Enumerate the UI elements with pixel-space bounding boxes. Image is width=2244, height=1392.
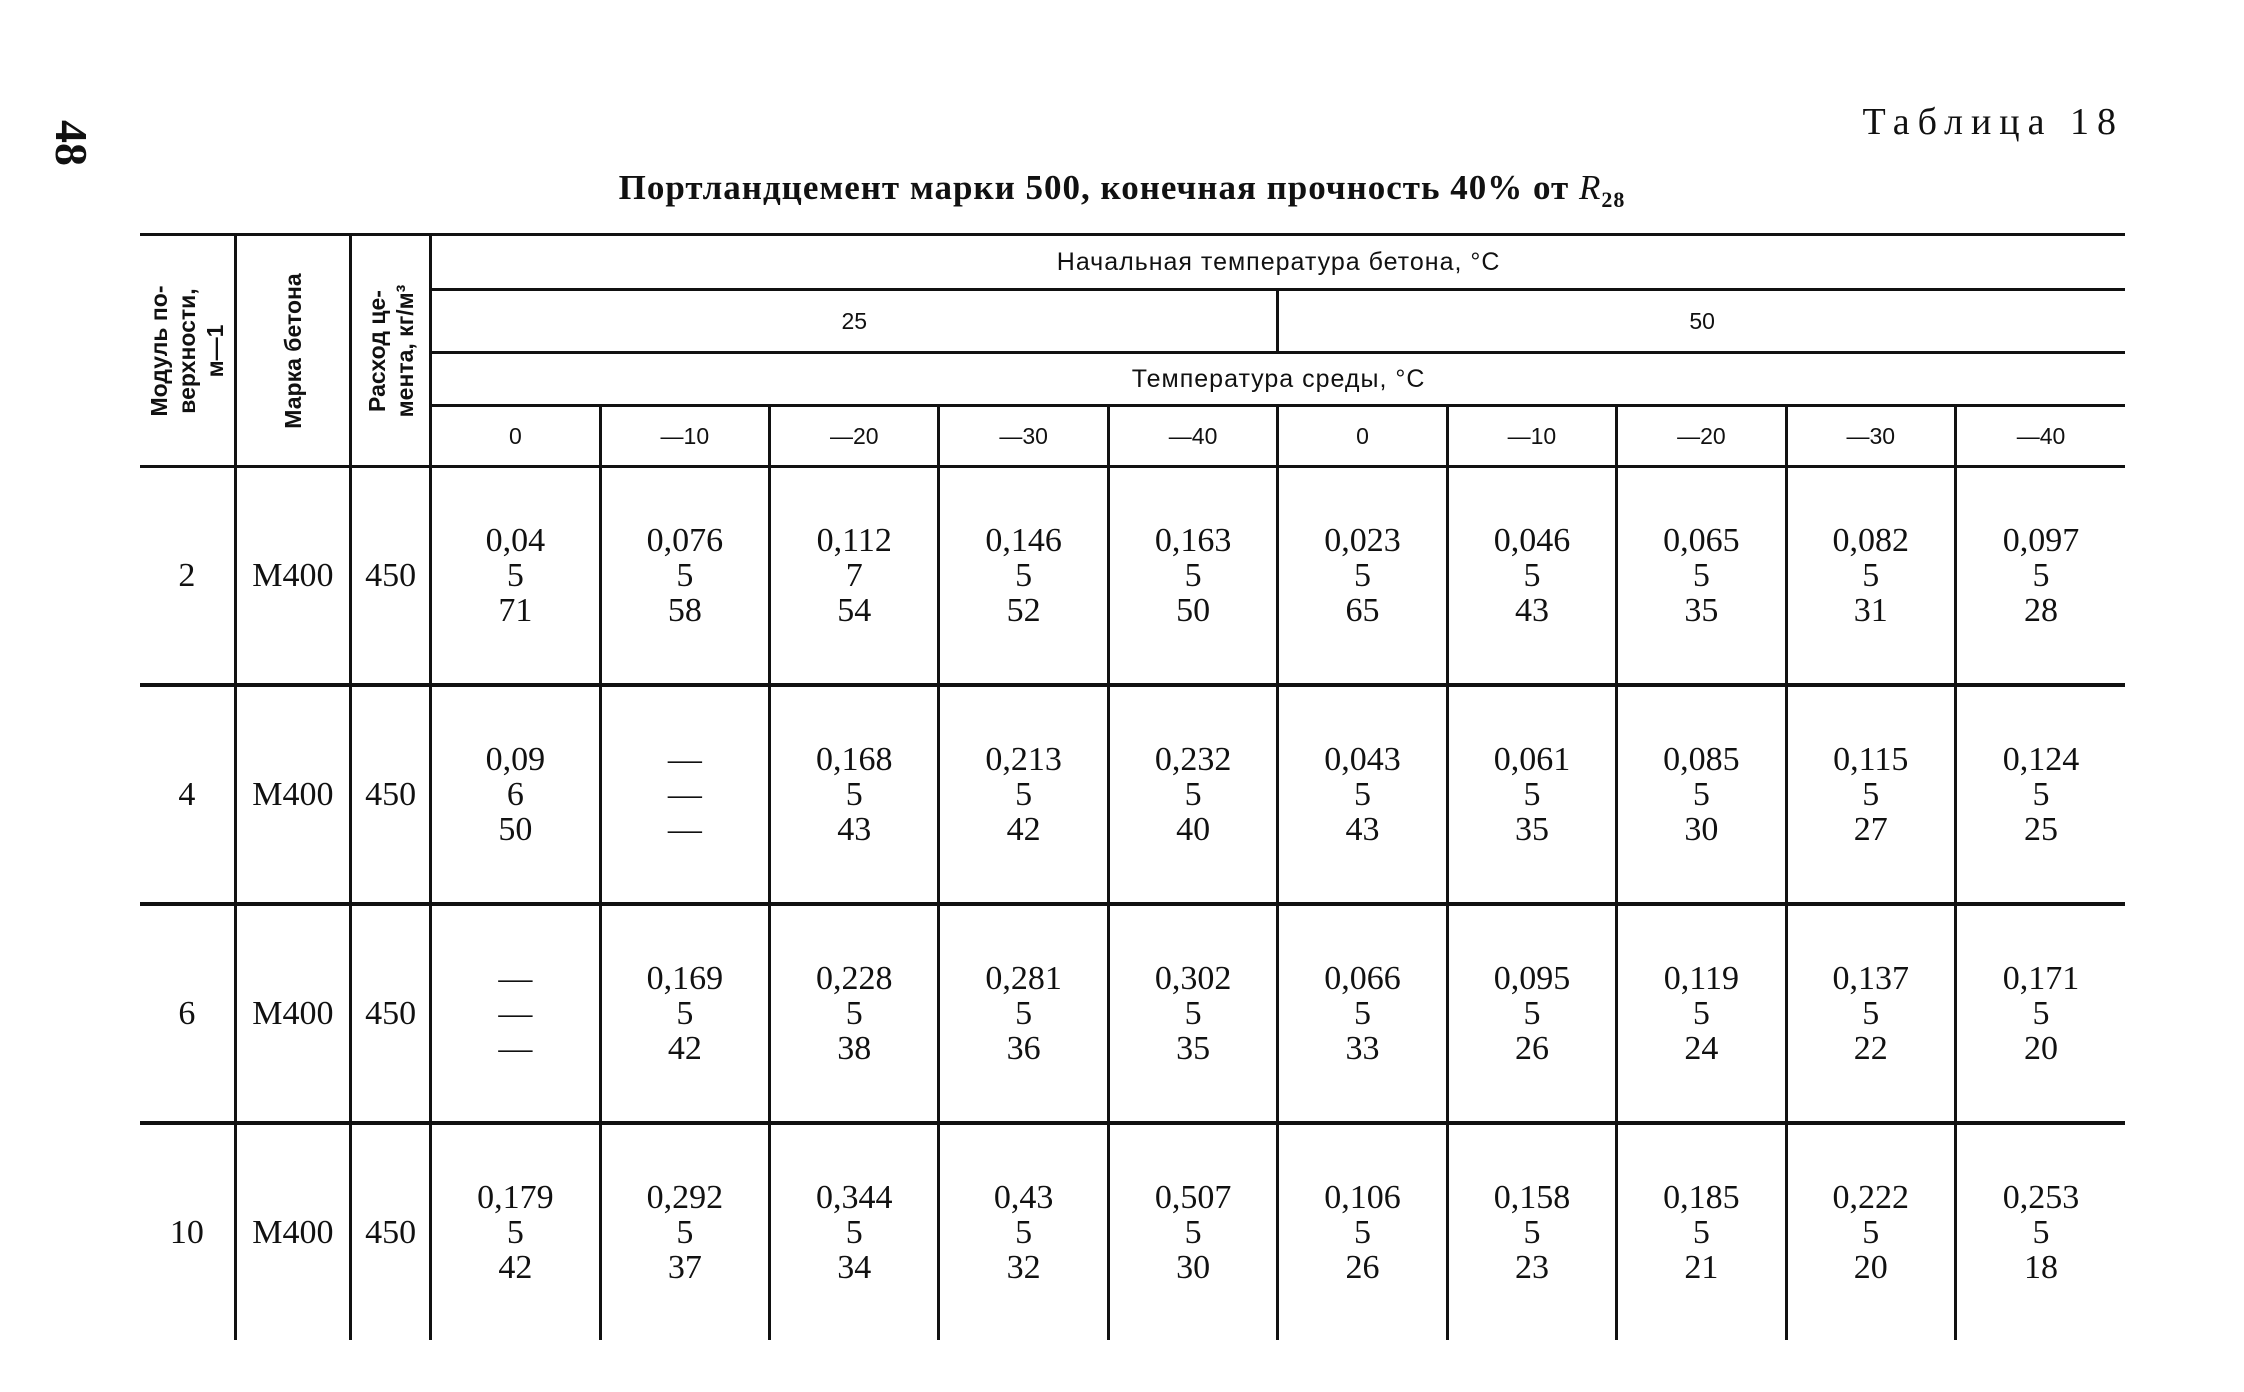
cell-line: 27 (1853, 811, 1888, 848)
cell-line: 0,281 (985, 960, 1062, 997)
cell-line: 0,302 (1154, 960, 1232, 997)
table-cell (939, 904, 1108, 1123)
cell-line: 5 (1184, 776, 1202, 813)
cell-line: 5 (1015, 995, 1033, 1032)
header-env-7: —20 (1617, 406, 1786, 467)
cell-line: 5 (845, 995, 863, 1032)
cell-line: 26 (1345, 1249, 1380, 1286)
r-symbol: R (1578, 168, 1602, 207)
table-cell (1108, 685, 1277, 904)
cell-concrete-grade: М400 (235, 1123, 350, 1340)
cell-line: — (667, 741, 702, 778)
table-cell (1278, 685, 1447, 904)
cell-line: 5 (1184, 1214, 1202, 1251)
cell-line: 33 (1345, 1030, 1380, 1067)
cell-line: 0,253 (2002, 1179, 2080, 1216)
table-cell (1278, 904, 1447, 1123)
cell-line: 5 (1184, 995, 1202, 1032)
cell-line: 0,158 (1493, 1179, 1571, 1216)
cell-line: 5 (1015, 557, 1033, 594)
cell-line: 5 (1015, 776, 1033, 813)
header-temp-50: 50 (1278, 290, 2125, 353)
header-env-4: —40 (1108, 406, 1277, 467)
cell-line: 0,061 (1493, 741, 1571, 778)
data-table (140, 233, 2125, 1340)
cell-line: 50 (1176, 592, 1211, 629)
cell-line: 20 (2024, 1030, 2058, 1067)
r-subscript: 28 (1601, 187, 1626, 212)
cell-line: 5 (1692, 557, 1710, 594)
cell-line: 35 (1684, 592, 1719, 629)
table-cell (600, 467, 769, 686)
cell-line: 20 (1853, 1249, 1888, 1286)
cell-cement-consumption: 450 (351, 1123, 431, 1340)
header-env-1: —10 (600, 406, 769, 467)
cell-line: 30 (1684, 811, 1719, 848)
cell-line: 0,106 (1324, 1179, 1401, 1216)
cell-line: 0,213 (985, 741, 1062, 778)
table-cell (1617, 467, 1786, 686)
cell-line: 5 (845, 1214, 863, 1251)
cell-line: 0,124 (2002, 741, 2080, 778)
table-cell (1617, 904, 1786, 1123)
table-cell (1447, 1123, 1616, 1340)
table-cell (1786, 467, 1955, 686)
cell-line: 0,065 (1663, 522, 1740, 559)
cell-line: 42 (498, 1249, 533, 1286)
cell-line: 43 (837, 811, 872, 848)
table-cell (1278, 1123, 1447, 1340)
cell-line: 5 (506, 1214, 524, 1251)
header-env-2: —20 (770, 406, 939, 467)
header-surface-modulus: Модуль по- верхности, м—1 (140, 235, 235, 467)
cell-line: 43 (1514, 592, 1549, 629)
cell-line: 36 (1006, 1030, 1041, 1067)
cell-line: 58 (667, 592, 702, 629)
cell-line: 50 (498, 811, 533, 848)
cell-line: 0,046 (1493, 522, 1571, 559)
cell-line: 0,146 (985, 522, 1062, 559)
cell-line: 6 (506, 776, 524, 813)
cell-line: 0,119 (1663, 960, 1739, 997)
cell-surface-modulus: 2 (140, 467, 235, 686)
cell-line: 5 (1523, 557, 1541, 594)
cell-line: 0,185 (1663, 1179, 1740, 1216)
cell-line: 32 (1006, 1249, 1041, 1286)
table-cell (431, 1123, 600, 1340)
cell-line: 0,169 (646, 960, 724, 997)
table-row (140, 685, 2125, 904)
cell-line: 24 (1684, 1030, 1719, 1067)
cell-line: 40 (1176, 811, 1211, 848)
header-env-6: —10 (1447, 406, 1616, 467)
table-row (140, 1123, 2125, 1340)
cell-line: 0,168 (816, 741, 893, 778)
cell-line: 5 (2032, 995, 2050, 1032)
cell-line: 5 (1015, 1214, 1033, 1251)
table-cell (1447, 467, 1616, 686)
cell-line: 0,507 (1154, 1179, 1232, 1216)
table-cell (1956, 685, 2126, 904)
cell-line: 0,115 (1833, 741, 1909, 778)
cell-line: 5 (676, 557, 694, 594)
table-cell (770, 467, 939, 686)
table-cell (1956, 904, 2126, 1123)
table-title-text: Портландцемент марки 500, конечная прочность 40% от (618, 168, 1579, 207)
cell-line: 5 (1523, 995, 1541, 1032)
table-cell (600, 685, 769, 904)
cell-concrete-grade: М400 (235, 685, 350, 904)
cell-line: 22 (1853, 1030, 1888, 1067)
table-cell (939, 685, 1108, 904)
table-cell (1617, 685, 1786, 904)
table-cell (770, 1123, 939, 1340)
cell-line: 5 (1692, 1214, 1710, 1251)
cell-line: 18 (2024, 1249, 2058, 1286)
cell-cement-consumption: 450 (351, 904, 431, 1123)
table-cell (1956, 467, 2126, 686)
table-cell (1786, 1123, 1955, 1340)
cell-line: 35 (1176, 1030, 1211, 1067)
cell-concrete-grade: М400 (235, 467, 350, 686)
header-initial-temp: Начальная температура бетона, °С (431, 235, 2125, 290)
table-cell (1108, 467, 1277, 686)
cell-line: 5 (1354, 557, 1372, 594)
cell-line: 0,076 (646, 522, 724, 559)
table-cell (431, 904, 600, 1123)
cell-line: 5 (2032, 557, 2050, 594)
cell-line: 5 (845, 776, 863, 813)
cell-line: 5 (1862, 557, 1880, 594)
cell-line: 5 (1862, 995, 1880, 1032)
cell-line: 5 (1523, 776, 1541, 813)
table-cell (1786, 904, 1955, 1123)
table-title (0, 168, 2244, 213)
header-concrete-grade: Марка бетона (235, 235, 350, 467)
page-number: 48 (46, 120, 97, 166)
cell-line: 0,085 (1663, 741, 1740, 778)
table-row (140, 467, 2125, 686)
cell-line: 30 (1176, 1249, 1211, 1286)
header-env-9: —40 (1956, 406, 2126, 467)
cell-line: 0,04 (485, 522, 546, 559)
table-cell (939, 467, 1108, 686)
cell-line: 5 (1354, 1214, 1372, 1251)
cell-line: 26 (1514, 1030, 1549, 1067)
table-cell (600, 904, 769, 1123)
cell-line: 0,043 (1324, 741, 1401, 778)
table-cell (1617, 1123, 1786, 1340)
cell-line: 5 (1523, 1214, 1541, 1251)
cell-surface-modulus: 10 (140, 1123, 235, 1340)
cell-line: 38 (837, 1030, 872, 1067)
cell-line: 5 (676, 995, 694, 1032)
table-cell (770, 685, 939, 904)
cell-line: 37 (667, 1249, 702, 1286)
cell-line: 65 (1345, 592, 1380, 629)
table-cell (600, 1123, 769, 1340)
cell-line: 5 (1692, 776, 1710, 813)
cell-line: 0,228 (816, 960, 893, 997)
cell-line: 25 (2024, 811, 2058, 848)
table-row (140, 904, 2125, 1123)
table-cell (1108, 904, 1277, 1123)
cell-line: 5 (1354, 995, 1372, 1032)
table-cell (1447, 685, 1616, 904)
table-cell (1786, 685, 1955, 904)
cell-line: 0,222 (1832, 1179, 1910, 1216)
cell-line: 5 (1354, 776, 1372, 813)
cell-line: 5 (1184, 557, 1202, 594)
cell-line: 0,095 (1493, 960, 1571, 997)
cell-line: 0,163 (1154, 522, 1232, 559)
cell-line: 0,112 (816, 522, 892, 559)
cell-line: 31 (1853, 592, 1888, 629)
cell-surface-modulus: 6 (140, 904, 235, 1123)
cell-line: 34 (837, 1249, 872, 1286)
header-env-3: —30 (939, 406, 1108, 467)
cell-line: 5 (2032, 1214, 2050, 1251)
cell-line: 0,171 (2002, 960, 2080, 997)
table-cell (770, 904, 939, 1123)
cell-line: 0,344 (816, 1179, 893, 1216)
cell-line: 52 (1006, 592, 1041, 629)
table-cell (1447, 904, 1616, 1123)
cell-line: 43 (1345, 811, 1380, 848)
cell-surface-modulus: 4 (140, 685, 235, 904)
table-cell (431, 467, 600, 686)
table-label: Таблица 18 (1862, 101, 2124, 143)
cell-line: 42 (667, 1030, 702, 1067)
cell-line: 21 (1684, 1249, 1719, 1286)
cell-line: 0,097 (2002, 522, 2080, 559)
header-env-0: 0 (431, 406, 600, 467)
cell-line: 5 (2032, 776, 2050, 813)
cell-line: — (667, 811, 702, 848)
header-env-8: —30 (1786, 406, 1955, 467)
table-cell (431, 685, 600, 904)
header-cement-consumption: Расход це- мента, кг/м³ (351, 235, 431, 467)
cell-line: — (498, 995, 533, 1032)
table-cell (1956, 1123, 2126, 1340)
header-env-temp: Температура среды, °С (431, 353, 2125, 406)
cell-line: 23 (1514, 1249, 1549, 1286)
cell-line: 0,023 (1324, 522, 1401, 559)
cell-line: — (667, 776, 702, 813)
cell-line: 7 (845, 557, 863, 594)
cell-line: 42 (1006, 811, 1041, 848)
cell-line: 5 (1692, 995, 1710, 1032)
cell-line: 5 (1862, 1214, 1880, 1251)
cell-line: 28 (2024, 592, 2058, 629)
cell-line: 71 (498, 592, 533, 629)
cell-line: 0,137 (1832, 960, 1910, 997)
table-cell (1108, 1123, 1277, 1340)
table-cell (1278, 467, 1447, 686)
cell-line: 0,292 (646, 1179, 724, 1216)
cell-line: 0,09 (485, 741, 546, 778)
cell-line: 54 (837, 592, 872, 629)
cell-line: 0,179 (477, 1179, 554, 1216)
cell-concrete-grade: М400 (235, 904, 350, 1123)
header-temp-25: 25 (431, 290, 1278, 353)
cell-line: 0,232 (1154, 741, 1232, 778)
cell-line: 5 (676, 1214, 694, 1251)
cell-line: — (498, 960, 533, 997)
header-env-5: 0 (1278, 406, 1447, 467)
cell-line: 5 (1862, 776, 1880, 813)
cell-line: 35 (1514, 811, 1549, 848)
table-cell (939, 1123, 1108, 1340)
cell-cement-consumption: 450 (351, 467, 431, 686)
cell-cement-consumption: 450 (351, 685, 431, 904)
cell-line: 0,066 (1324, 960, 1401, 997)
cell-line: 0,082 (1832, 522, 1910, 559)
cell-line: 5 (506, 557, 524, 594)
cell-line: 0,43 (993, 1179, 1054, 1216)
cell-line: — (498, 1030, 533, 1067)
